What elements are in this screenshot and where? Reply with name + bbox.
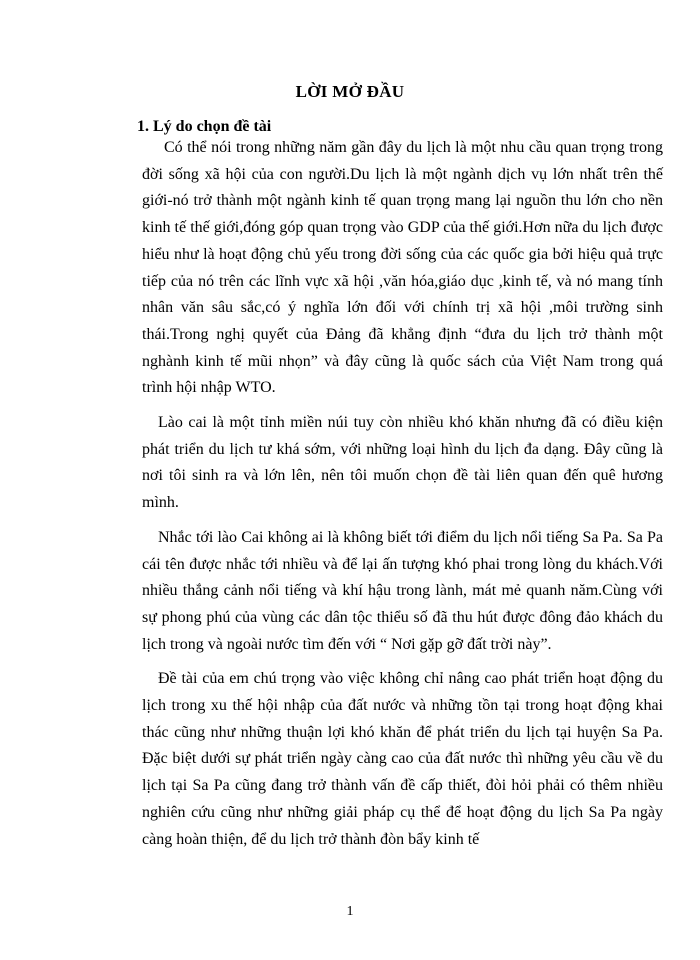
paragraph-4: Đề tài của em chú trọng vào việc không chỉ nâng cao phát triển hoạt động du lịch trong xu thế hội nhập của đất nước và những tồn tại trong hoạt động khai thác cũng như những thuận lợi khó khăn để phát triển du lịch tại huyện Sa Pa. Đặc biệt dưới sự phát triển ngày càng cao của đất nước thì những yêu cầu về du lịch tại Sa Pa cũng đang trở thành vấn đề cấp thiết, đòi hỏi phải có thêm nhiều nghiên cứu cũng như những giải pháp cụ thể để hoạt động du lịch Sa Pa ngày càng hoàn thiện, để du lịch trở thành đòn bẩy kinh tế	[142, 670, 663, 848]
section-heading: 1. Lý do chọn đề tài	[137, 118, 272, 135]
document-body	[142, 135, 663, 861]
page-title: LỜI MỞ ĐẦU	[295, 82, 405, 101]
paragraph-1: Có thể nói trong những năm gần đây du lịch là một nhu cầu quan trọng trong đời sống xã hội của con người.Du lịch là một ngành dịch vụ lớn nhất trên thế giới-nó trở thành một ngành kinh tế quan trọng mang lại nguồn thu lớn cho nền kinh tế thế giới,đóng góp quan trọng vào GDP của thế giới.Hơn nữa du lịch được hiểu như là hoạt động chủ yếu trong đời sống của các quốc gia bởi hiệu quả trực tiếp của nó trên các lĩnh vực xã hội ,văn hóa,giáo dục ,kinh tế, và nó mang tính nhân văn sâu sắc,có ý nghĩa lớn đối với chính trị xã hội ,môi trường sinh thái.Trong nghị quyết của Đảng đã khẳng định “đưa du lịch trở thành một nghành kinh tế mũi nhọn” và đây cũng là quốc sách của Việt Nam trong quá trình hội nhập WTO.	[142, 139, 663, 397]
paragraph-3: Nhắc tới lào Cai không ai là không biết tới điểm du lịch nổi tiếng Sa Pa. Sa Pa cái tên được nhắc tới nhiều và để lại ấn tượng khó phai trong lòng du khách.Với nhiều thắng cảnh nổi tiếng và khí hậu trong lành, mát mẻ quanh năm.Cùng với sự phong phú của vùng các dân tộc thiểu số đã thu hút được đông đảo khách du lịch trong và ngoài nước tìm đến với “ Nơi gặp gỡ đất trời này”.	[142, 528, 663, 653]
page-number: 1	[346, 904, 354, 919]
paragraph-2: Lào cai là một tỉnh miền núi tuy còn nhiều khó khăn nhưng đã có điều kiện phát triển du lịch tư khá sớm, với những loại hình du lịch đa dạng. Đây cũng là nơi tôi sinh ra và lớn lên, nên tôi muốn chọn đề tài liên quan đến quê hương mình.	[142, 414, 663, 512]
